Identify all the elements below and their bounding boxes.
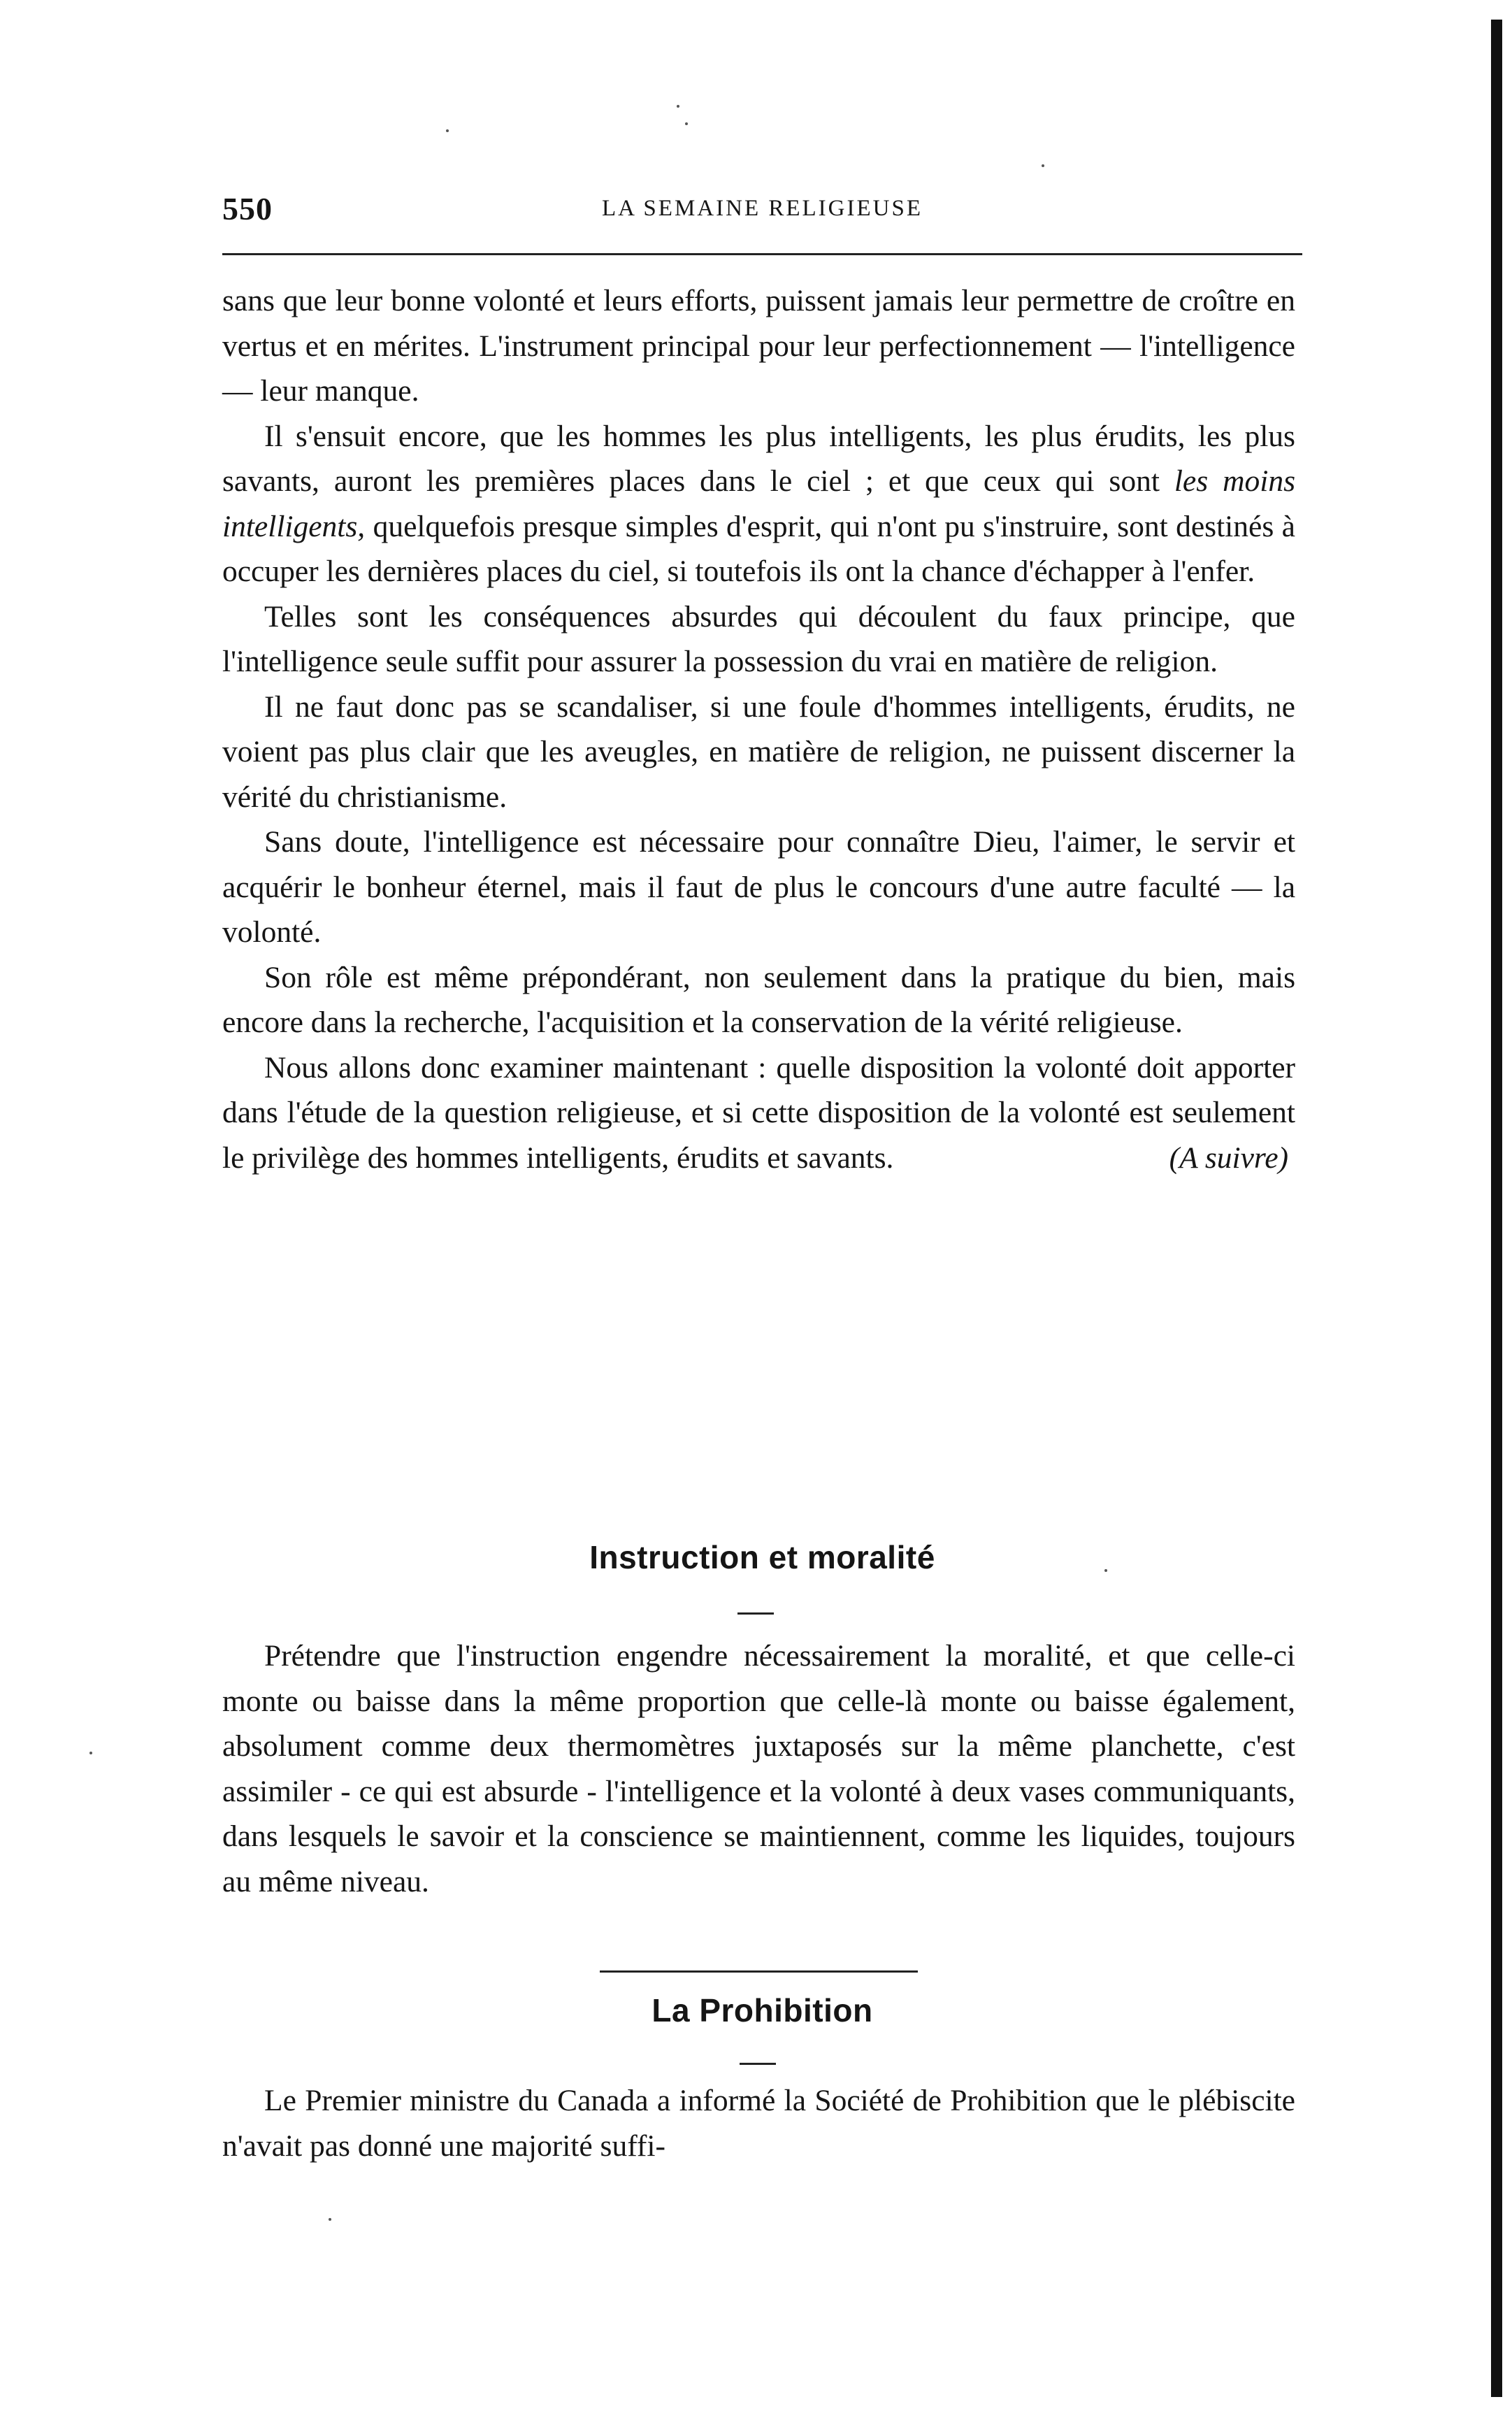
page-header [222, 187, 1302, 236]
section-separator [600, 1970, 918, 1973]
article-prohibition [222, 2078, 1295, 2168]
header-rule [222, 253, 1302, 255]
paragraph: Il ne faut donc pas se scandaliser, si une foule d'hommes intelligents, érudits, ne voient pas plus clair que les aveugles, en matière de religion, ne puissent discerner la vérité du christianisme. [222, 689, 1295, 814]
page-number: 550 [222, 191, 273, 227]
paragraph: Telles sont les conséquences absurdes qui découlent du faux principe, que l'intelligence seule suffit pour assurer la possession du vrai en matière de religion. [222, 599, 1295, 678]
section-title-instruction: Instruction et moralité [589, 1539, 935, 1575]
paragraph: Son rôle est même prépondérant, non seulement dans la pratique du bien, mais encore dans la recherche, l'acquisition et la conservation de la vérité religieuse. [222, 960, 1295, 1039]
paragraph: Nous allons donc examiner maintenant : quelle disposition la volonté doit apporter dans l'étude de la question religieuse, et si cette disposition de la volonté est seulement le privilège des hommes intelligents, érudits et savants. (A suivre) [222, 1045, 1295, 1181]
paragraph: Il s'ensuit encore, que les hommes les plus intelligents, les plus érudits, les plus savants, auront les premières places dans le ciel ; et que ceux qui sont les moins intelligents, quelquefois presque simples d'esprit, qui n'ont pu s'instruire, sont destinés à occuper les dernières places du ciel, si toutefois ils ont la chance d'échapper à l'enfer. [222, 419, 1295, 588]
section-title-prohibition: La Prohibition [651, 1992, 873, 2029]
article-continuation [222, 278, 1295, 1180]
paragraph: Sans doute, l'intelligence est nécessaire pour connaître Dieu, l'aimer, le servir et acquérir le bonheur éternel, mais il faut de plus le concours d'une autre faculté — la volonté. [222, 825, 1295, 949]
to-be-continued: (A suivre) [1169, 1140, 1288, 1175]
paragraph: Le Premier ministre du Canada a informé la Société de Prohibition que le plébiscite n'avait pas donné une majorité suffi- [222, 2084, 1295, 2163]
article-instruction [222, 1633, 1295, 1904]
paragraph: Prétendre que l'instruction engendre nécessairement la moralité, et que celle-ci monte ou baisse dans la même proportion que celle-là monte ou baisse également, absolument comme deux thermomètres juxtaposés sur la même planchette, c'est assimiler - ce qui est absurde - l'intelligence et la volonté à deux vases communiquants, dans lesquels le savoir et la conscience se maintiennent, comme les liquides, toujours au même niveau. [222, 1639, 1295, 1898]
binding-edge [1491, 20, 1502, 2397]
title-dash [740, 2063, 776, 2065]
paragraph: sans que leur bonne volonté et leurs efforts, puissent jamais leur permettre de croître en vertus et en mérites. L'instrument principal pour leur perfectionnement — l'intelligence — leur manque. [222, 284, 1295, 408]
title-dash [737, 1612, 774, 1615]
running-title: LA SEMAINE RELIGIEUSE [602, 196, 923, 221]
